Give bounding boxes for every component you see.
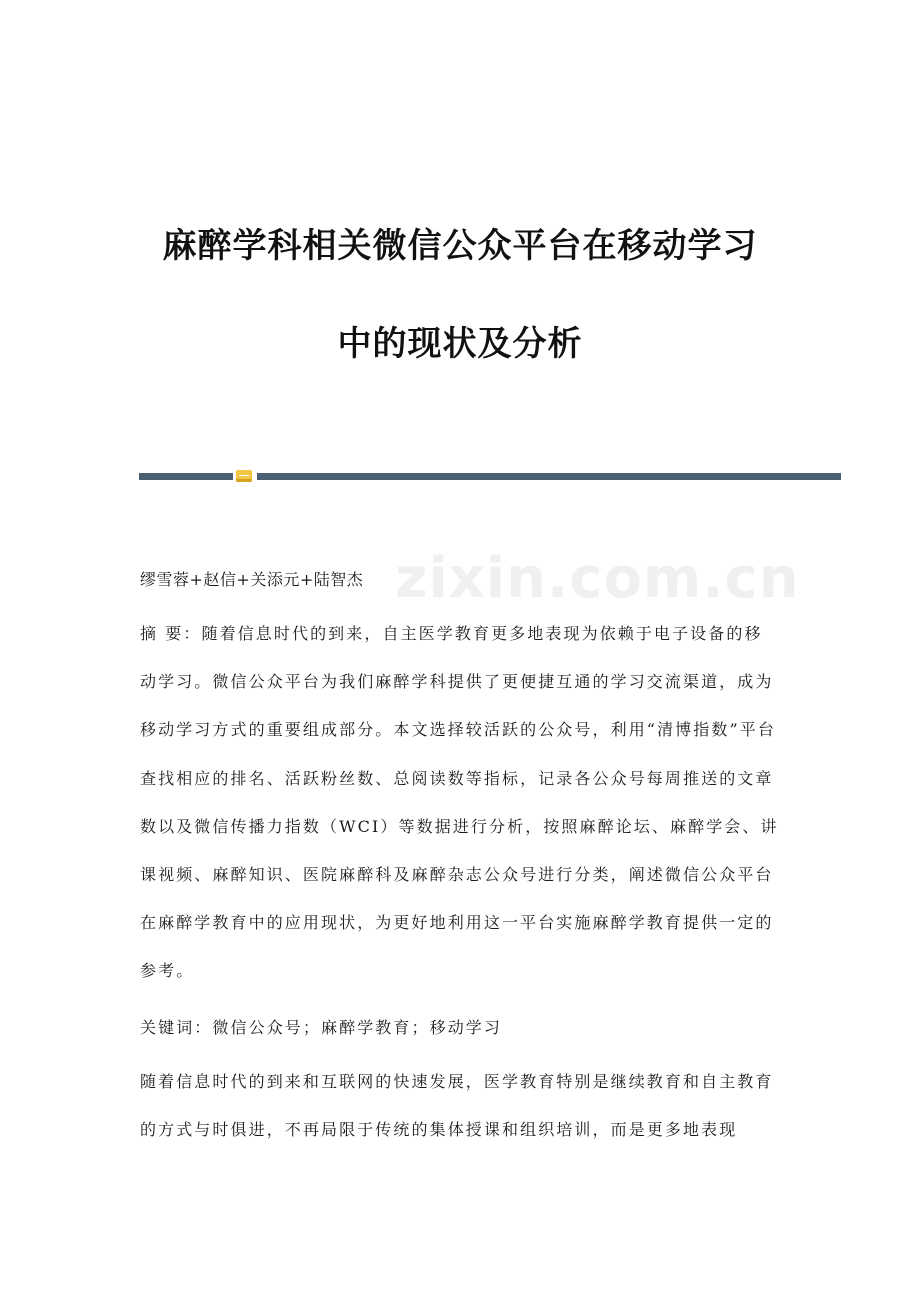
document-title-line1: 麻醉学科相关微信公众平台在移动学习 <box>162 226 758 266</box>
watermark-text: zixin.com.cn <box>395 546 800 611</box>
divider-bar-left <box>139 473 233 480</box>
divider-envelope-icon <box>236 470 252 482</box>
keywords: 关键词：微信公众号；麻醉学教育；移动学习 <box>140 1018 503 1037</box>
document-title-line2: 中的现状及分析 <box>337 324 583 364</box>
authors: 缪雪蓉+赵信+关添元+陆智杰 <box>140 570 364 589</box>
abstract: 摘 要：随着信息时代的到来，自主医学教育更多地表现为依赖于电子设备的移动学习。微信公众平台为我们麻醉学科提供了更便捷互通的学习交流渠道，成为移动学习方式的重要组成部分。本文选择较活跃的公众号，利用“清博指数”平台查找相应的排名、活跃粉丝数、总阅读数等指标，记录各公众号每周推送的文章数以及微信传播力指数（WCI）等数据进行分析，按照麻醉论坛、麻醉学会、讲课视频、麻醉知识、医院麻醉科及麻醉杂志公众号进行分类，阐述微信公众平台在麻醉学教育中的应用现状，为更好地利用这一平台实施麻醉学教育提供一定的参考。 <box>140 624 779 981</box>
body-paragraph: 随着信息时代的到来和互联网的快速发展，医学教育特别是继续教育和自主教育的方式与时俱进，不再局限于传统的集体授课和组织培训，而是更多地表现 <box>140 1072 774 1140</box>
divider-bar-right <box>257 473 841 480</box>
